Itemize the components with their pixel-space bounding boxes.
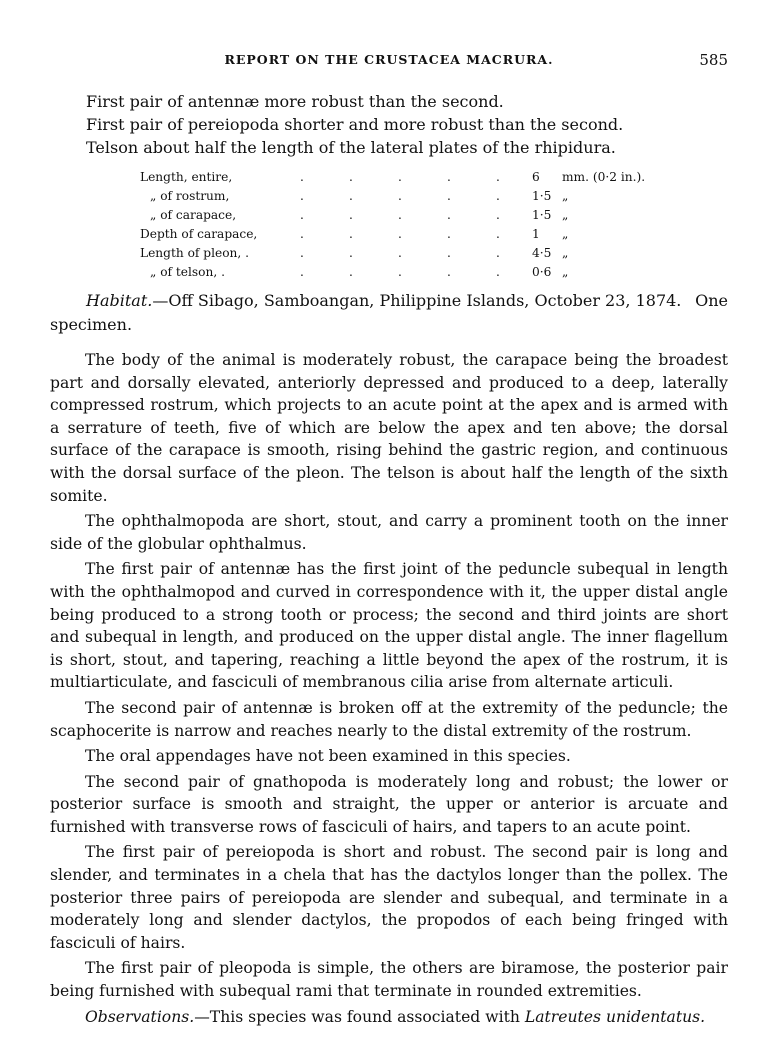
- leader-dots: . . . . .: [300, 170, 500, 184]
- diagnosis-line: First pair of pereiopoda shorter and more robust than the second.: [86, 115, 624, 134]
- leader-dots: . . . . .: [300, 265, 500, 279]
- observations-paragraph: [50, 1006, 728, 1029]
- leader-dots: . . . . .: [300, 246, 500, 260]
- description-paragraph: The first pair of antennæ has the first joint of the peduncle subequal in length with the ophthalmopod and curved in correspondence with it, the upper distal angle being produced to a strong tooth or process; the second and third joints are short and subequal in length, and produced on the upper distal angle. The inner flagellum is short, stout, and tapering, reaching a little beyond the apex of the rostrum, it is multiarticulate, and fasciculi of membranous cilia arise from alternate articuli.: [50, 560, 728, 692]
- measurement-value: 1: [532, 227, 540, 241]
- measurement-row: [140, 170, 660, 189]
- measurement-value: 0·6: [532, 265, 552, 279]
- measurement-value: 6: [532, 170, 540, 184]
- measurement-unit: „: [562, 208, 569, 222]
- observations-text: —This species was found associated with: [194, 1007, 525, 1026]
- habitat-line: [50, 289, 728, 313]
- page-number: 585: [699, 51, 728, 69]
- species-name: Latreutes unidentatus.: [524, 1007, 706, 1026]
- measurement-label: „ of telson, .: [150, 265, 225, 279]
- diagnosis-block: [86, 90, 623, 159]
- leader-dots: . . . . .: [300, 227, 500, 241]
- measurements-table: [140, 170, 660, 284]
- measurement-unit: „: [562, 265, 569, 279]
- measurement-value: 1·5: [532, 208, 552, 222]
- description-body: [50, 349, 728, 1031]
- measurement-value: 1·5: [532, 189, 552, 203]
- measurement-value: 4·5: [532, 246, 552, 260]
- page-header: [50, 52, 728, 72]
- observations-label: Observations.: [85, 1007, 195, 1026]
- habitat-label: Habitat.: [86, 291, 153, 310]
- measurement-row: [140, 227, 660, 246]
- description-paragraph: The body of the animal is moderately robust, the carapace being the broadest part and dorsally elevated, anteriorly depressed and produced to a deep, laterally compressed rostrum, which projects to an acute point at the apex and is armed with a serrature of teeth, five of which are below the apex and ten above; the dorsal surface of the carapace is smooth, rising behind the gastric region, and continuous with the dorsal surface of the pleon. The telson is about half the length of the sixth somite.: [50, 351, 728, 505]
- description-paragraph: The ophthalmopoda are short, stout, and carry a prominent tooth on the inner side of the globular ophthalmus.: [50, 512, 728, 553]
- measurement-row: [140, 265, 660, 284]
- leader-dots: . . . . .: [300, 208, 500, 222]
- measurement-unit: „: [562, 227, 569, 241]
- measurement-label: Depth of carapace,: [140, 227, 258, 241]
- measurement-label: „ of rostrum,: [150, 189, 230, 203]
- measurement-label: „ of carapace,: [150, 208, 237, 222]
- habitat-text: —Off Sibago, Samboangan, Philippine Islands, October 23, 1874.: [152, 291, 682, 310]
- diagnosis-line: First pair of antennæ more robust than the second.: [86, 92, 504, 111]
- measurement-label: Length of pleon, .: [140, 246, 250, 260]
- habitat-continuation: specimen.: [50, 315, 133, 334]
- habitat-paragraph: [50, 289, 728, 337]
- measurement-unit: „: [562, 246, 569, 260]
- description-paragraph: The first pair of pleopoda is simple, the others are biramose, the posterior pair being furnished with subequal rami that terminate in rounded extremities.: [50, 959, 728, 1001]
- description-paragraph: The second pair of gnathopoda is moderately long and robust; the lower or posterior surface is smooth and straight, the upper or anterior is arcuate and furnished with transverse rows of fasciculi of hairs, and tapers to an acute point.: [50, 772, 728, 836]
- measurement-row: [140, 208, 660, 227]
- running-title: REPORT ON THE CRUSTACEA MACRURA.: [224, 52, 554, 67]
- measurement-unit: „: [562, 189, 569, 203]
- description-paragraph: The first pair of pereiopoda is short and robust. The second pair is long and slender, and terminates in a chela that has the dactylos longer than the pollex. The posterior three pairs of pereiopoda are slender and subequal, and terminate in a moderately long and slender dactylos, the propodos of each being fringed with fasciculi of hairs.: [50, 843, 728, 952]
- measurement-row: [140, 246, 660, 265]
- measurement-label: Length, entire,: [140, 170, 233, 184]
- measurement-unit: mm. (0·2 in.).: [562, 170, 646, 184]
- description-paragraph: The oral appendages have not been examined in this species.: [85, 747, 571, 766]
- description-paragraph: The second pair of antennæ is broken off at the extremity of the peduncle; the scaphocerite is narrow and reaches nearly to the distal extremity of the rostrum.: [50, 698, 728, 740]
- habitat-lead: [86, 289, 681, 313]
- diagnosis-line: Telson about half the length of the lateral plates of the rhipidura.: [86, 138, 616, 157]
- measurement-row: [140, 189, 660, 208]
- habitat-text-end: One: [695, 291, 728, 310]
- leader-dots: . . . . .: [300, 189, 500, 203]
